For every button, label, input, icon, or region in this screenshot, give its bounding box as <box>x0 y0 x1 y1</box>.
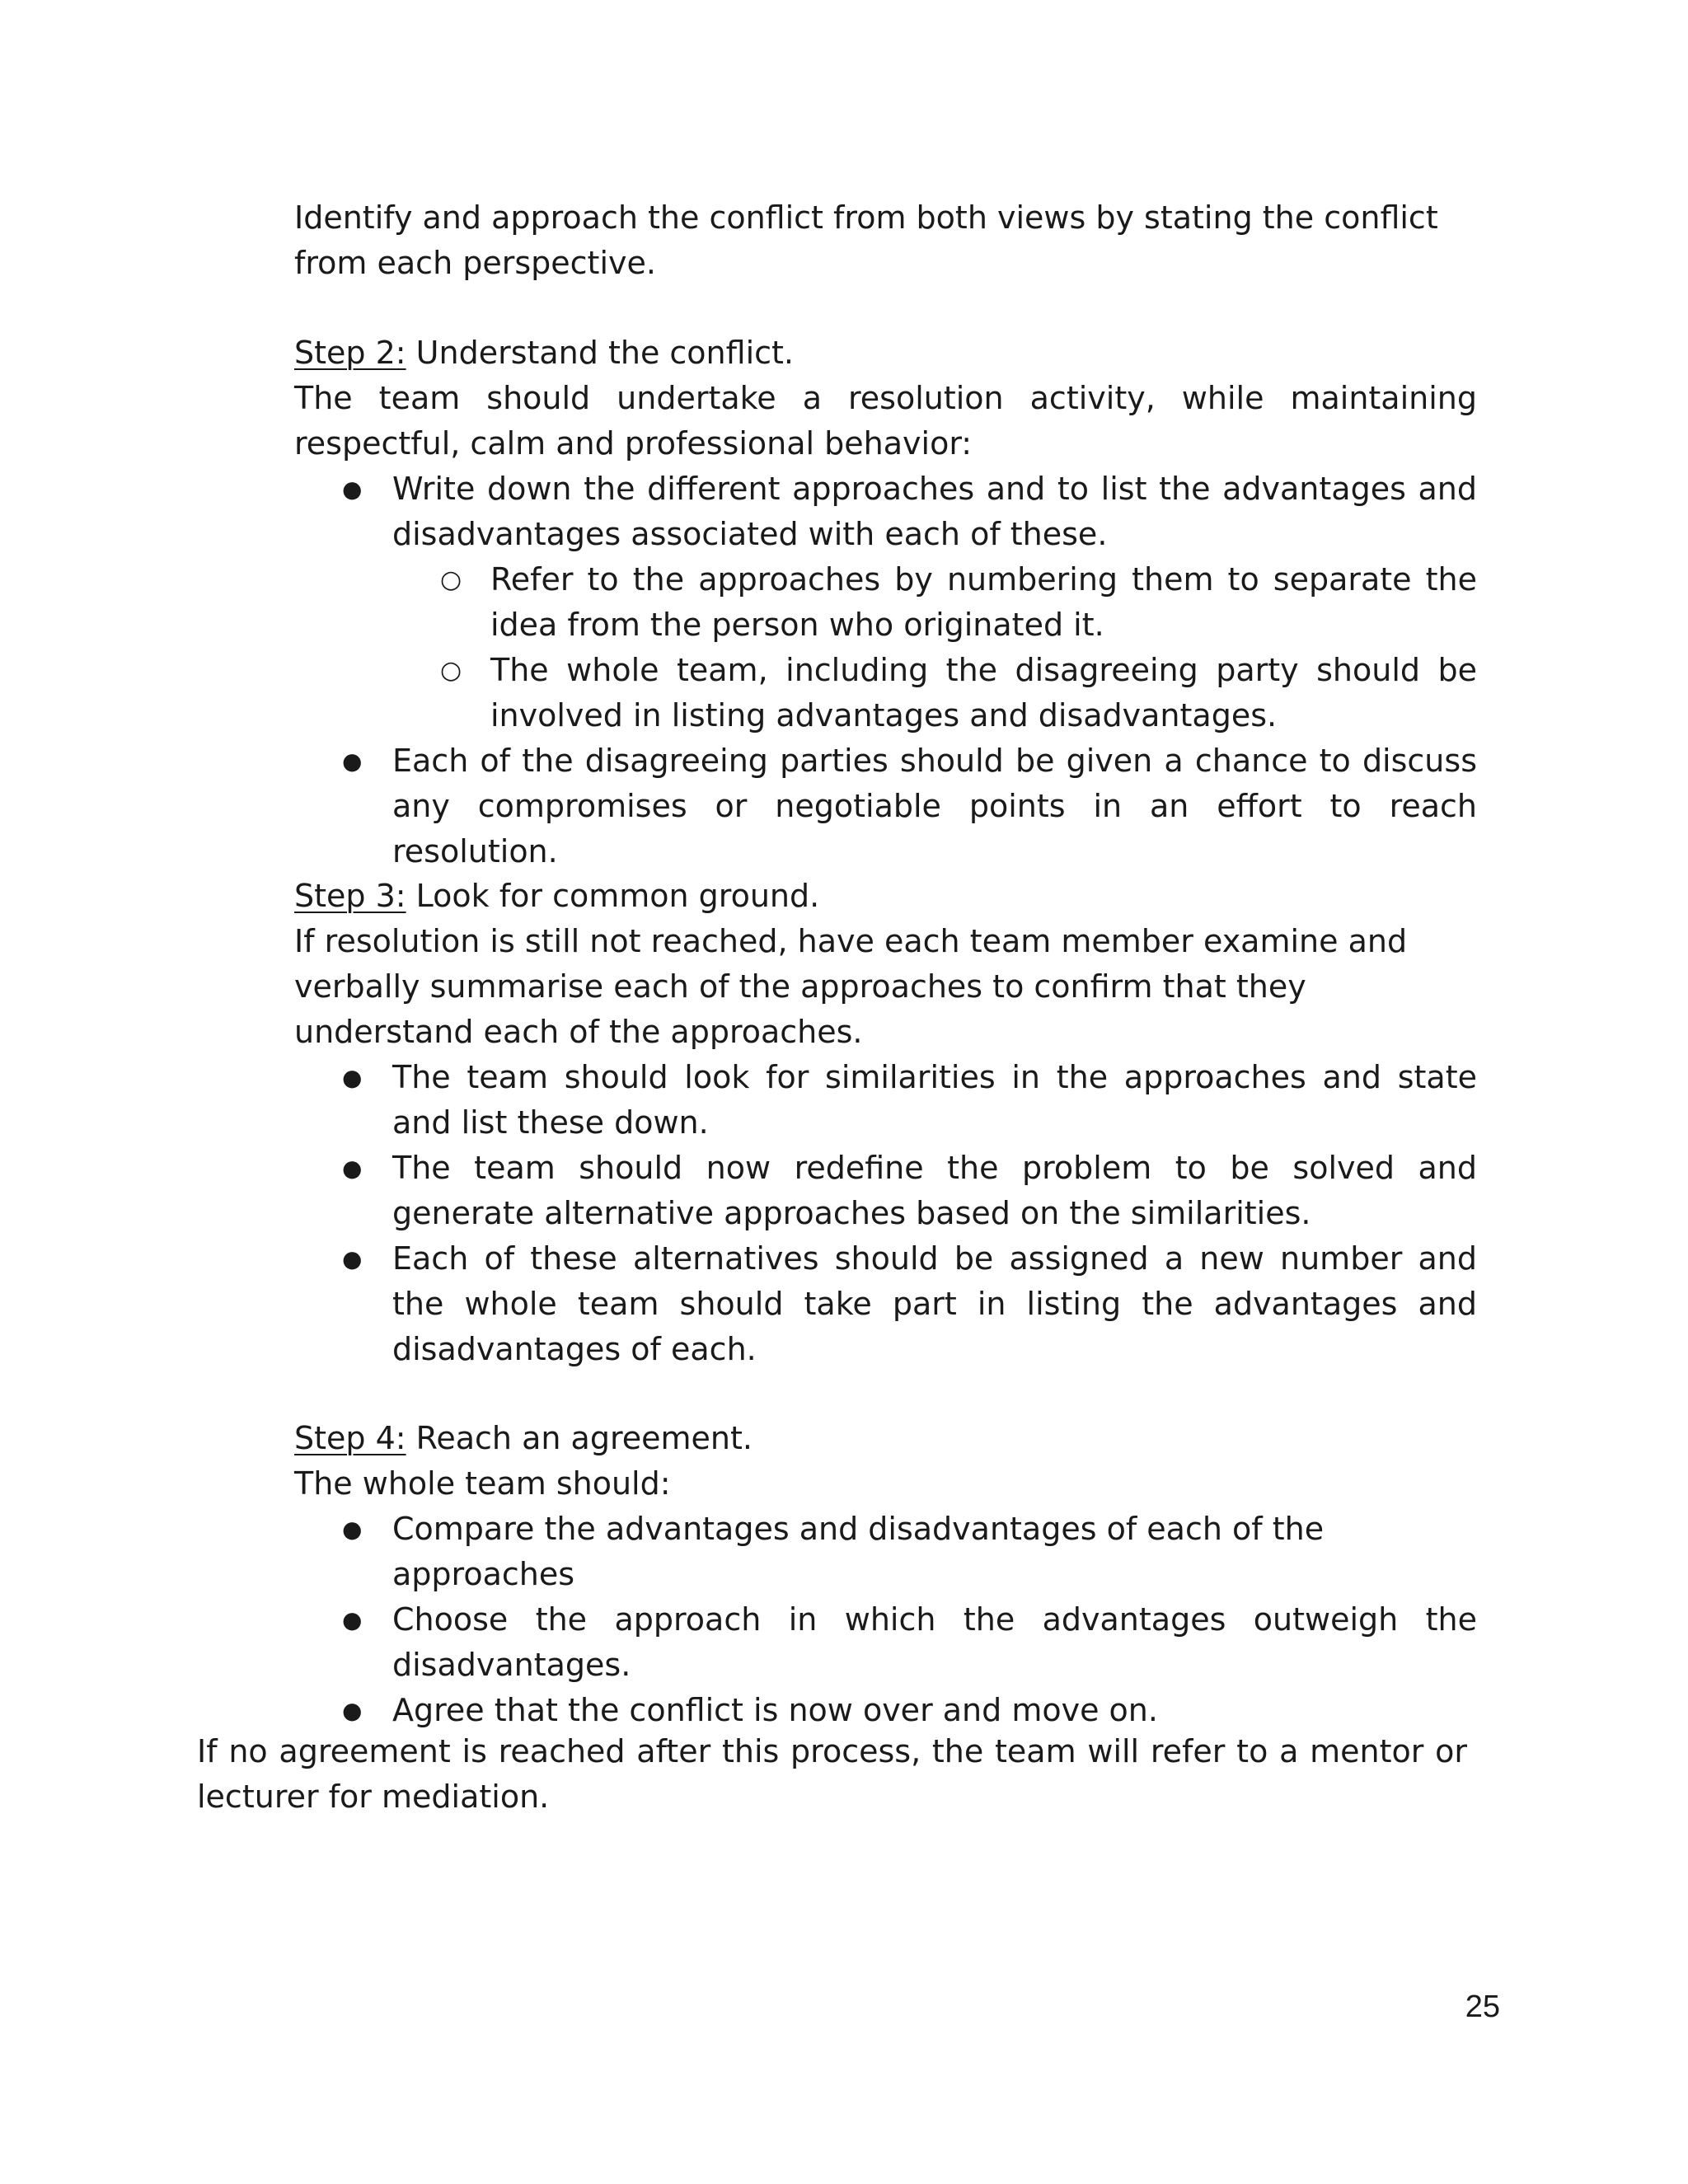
step-3-description: If resolution is still not reached, have each team member examine and verbally summarise each of the approaches to confirm that they understand each of the approaches. <box>294 923 1408 1050</box>
list-item-text: Each of these alternatives should be assigned a new number and the whole team should take part in listing the advantages and disadvantages of each. <box>392 1240 1477 1367</box>
step-3-section <box>294 874 1477 1372</box>
list-item-text: The team should look for similarities in the approaches and state and list these down. <box>392 1059 1477 1141</box>
step-3-heading <box>294 874 1477 919</box>
list-item-text: Agree that the conflict is now over and move on. <box>392 1692 1158 1728</box>
list-item <box>294 1055 1477 1146</box>
list-item-text: Each of the disagreeing parties should be given a chance to discuss any compromises or negotiable points in an effort to reach resolution. <box>392 743 1477 869</box>
step-4-description: The whole team should: <box>294 1465 671 1502</box>
list-item <box>294 738 1477 874</box>
sub-list-item-text: Refer to the approaches by numbering them to separate the idea from the person who originated it. <box>490 561 1477 643</box>
list-item <box>294 1146 1477 1236</box>
hollow-bullet-icon: ○ <box>440 565 462 594</box>
list-item <box>294 1597 1477 1688</box>
list-item <box>294 1688 1477 1733</box>
step-2-label: Step 2: <box>294 335 406 371</box>
list-item-text: The team should now redefine the problem to be solved and generate alternative approaches based on the similarities. <box>392 1150 1477 1231</box>
step-3-label: Step 3: <box>294 878 406 914</box>
filled-bullet-icon: ● <box>342 1606 363 1633</box>
step-4-section <box>294 1416 1477 1733</box>
filled-bullet-icon: ● <box>342 1064 363 1091</box>
step-2-description: The team should undertake a resolution activity, while maintaining respectful, calm and professional behavior: <box>294 380 1477 462</box>
filled-bullet-icon: ● <box>342 1516 363 1543</box>
list-item-text: Write down the different approaches and to list the advantages and disadvantages associated with each of these. <box>392 471 1477 552</box>
list-item-text: Compare the advantages and disadvantages of each of the approaches <box>392 1511 1325 1592</box>
filled-bullet-icon: ● <box>342 1697 363 1724</box>
step-4-title: Reach an agreement. <box>406 1420 753 1456</box>
sub-list-item-text: The whole team, including the disagreeing party should be involved in listing advantages and disadvantages. <box>490 652 1477 733</box>
intro-text: Identify and approach the conflict from both views by stating the conflict from each perspective. <box>294 199 1438 281</box>
step-4-label: Step 4: <box>294 1420 406 1456</box>
page-number: 25 <box>1465 1990 1500 2024</box>
step-2-heading <box>294 330 1477 376</box>
filled-bullet-icon: ● <box>342 476 363 503</box>
filled-bullet-icon: ● <box>342 748 363 775</box>
step-2-bullet-list <box>294 466 1477 874</box>
step-2-sub-list <box>392 557 1477 738</box>
step-2-title: Understand the conflict. <box>406 335 794 371</box>
step-3-bullet-list <box>294 1055 1477 1372</box>
sub-list-item <box>392 557 1477 648</box>
list-item <box>294 1507 1477 1597</box>
hollow-bullet-icon: ○ <box>440 656 462 685</box>
sub-list-item <box>392 648 1477 738</box>
intro-paragraph <box>294 195 1477 286</box>
filled-bullet-icon: ● <box>342 1245 363 1272</box>
step-2-section <box>294 330 1477 874</box>
list-item <box>294 466 1477 738</box>
step-3-title: Look for common ground. <box>406 878 820 914</box>
list-item <box>294 1236 1477 1372</box>
list-item-text: Choose the approach in which the advantages outweigh the disadvantages. <box>392 1601 1477 1683</box>
step-4-bullet-list <box>294 1507 1477 1733</box>
filled-bullet-icon: ● <box>342 1155 363 1182</box>
step-4-heading <box>294 1416 1477 1461</box>
closing-paragraph: If no agreement is reached after this process, the team will refer to a mentor or lecturer for mediation. <box>197 1733 1467 1815</box>
